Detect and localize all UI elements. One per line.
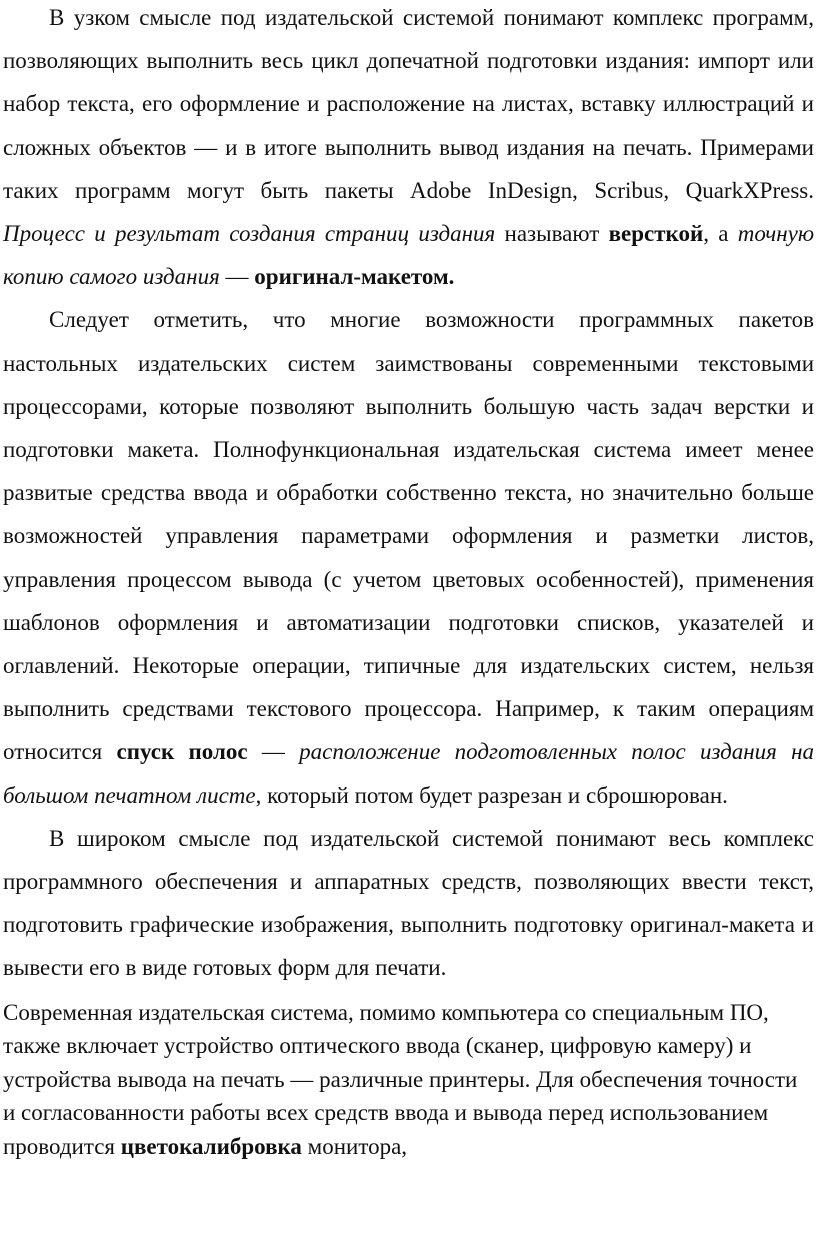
p1-text: В узком смысле под издательской системой понимают комплекс программ, позволяющих выполнить весь цикл допечатной подготовки издания: импорт или набор текста, его оформление и расположение на листах, вставку иллюстраций и сложных объектов — и в итоге выполнить вывод издания на печать. Примерами таких программ могут быть пакеты Adobe InDesign, Scribus, QuarkXPress. [3,5,814,203]
p3-text: В широком смысле под издательской системой понимают весь комплекс программного обеспечения и аппаратных средств, позволяющих ввести текст, подготовить графические изображения, выполнить подготовку оригинал-макета и вывести его в виде готовых форм для печати. [3,825,814,981]
p4-bold-term-calibration: цветокалибровка [120,1133,302,1159]
p4-text-end: монитора, [307,1133,408,1159]
p1-italic-term-process: Процесс и результат создания страниц издания [3,221,496,247]
paragraph-features [3,298,814,816]
p2-text-end: , который потом будет разрезан и сброшюрован. [255,782,728,808]
p1-bold-term-original-layout: оригинал-макетом. [254,264,455,290]
p1-text-and: , а [703,221,729,247]
p1-dash: — [225,264,249,290]
paragraph-modern-system [3,996,814,1164]
p2-text: Следует отметить, что многие возможности программных пакетов настольных издательских систем заимствованы современными текстовыми процессорами, которые позволяют выполнить большую часть задач верстки и подготовки макета. Полнофункциональная издательская система имеет менее развитые средства ввода и обработки собственно текста, но значительно больше возможностей управления параметрами оформления и разметки листов, управления процессом вывода (с учетом цветовых особенностей), применения шаблонов оформления и автоматизации подготовки списков, указателей и оглавлений. Некоторые операции, типичные для издательских систем, нельзя выполнить средствами текстового процессора. Например, к таким операциям относится [3,307,814,765]
paragraph-broad-definition [3,817,814,990]
p2-dash: — [261,739,285,765]
p1-bold-term-layout: версткой [608,221,704,247]
paragraph-narrow-definition [3,0,814,298]
p1-text-called: называют [504,221,600,247]
p1-italic-term-copy: точную копию самого издания [3,221,815,290]
p2-bold-term-imposition: спуск полос [116,739,248,765]
p4-text: Современная издательская система, помимо компьютера со специальным ПО, также включает устройство оптического ввода (сканер, цифровую камеру) и устройства вывода на печать — различные принтеры. Для обеспечения точности и согласованности работы всех средств ввода и вывода перед использованием проводится [3,999,798,1159]
p2-italic-definition: расположение подготовленных полос издания на большом печатном листе [3,739,815,808]
